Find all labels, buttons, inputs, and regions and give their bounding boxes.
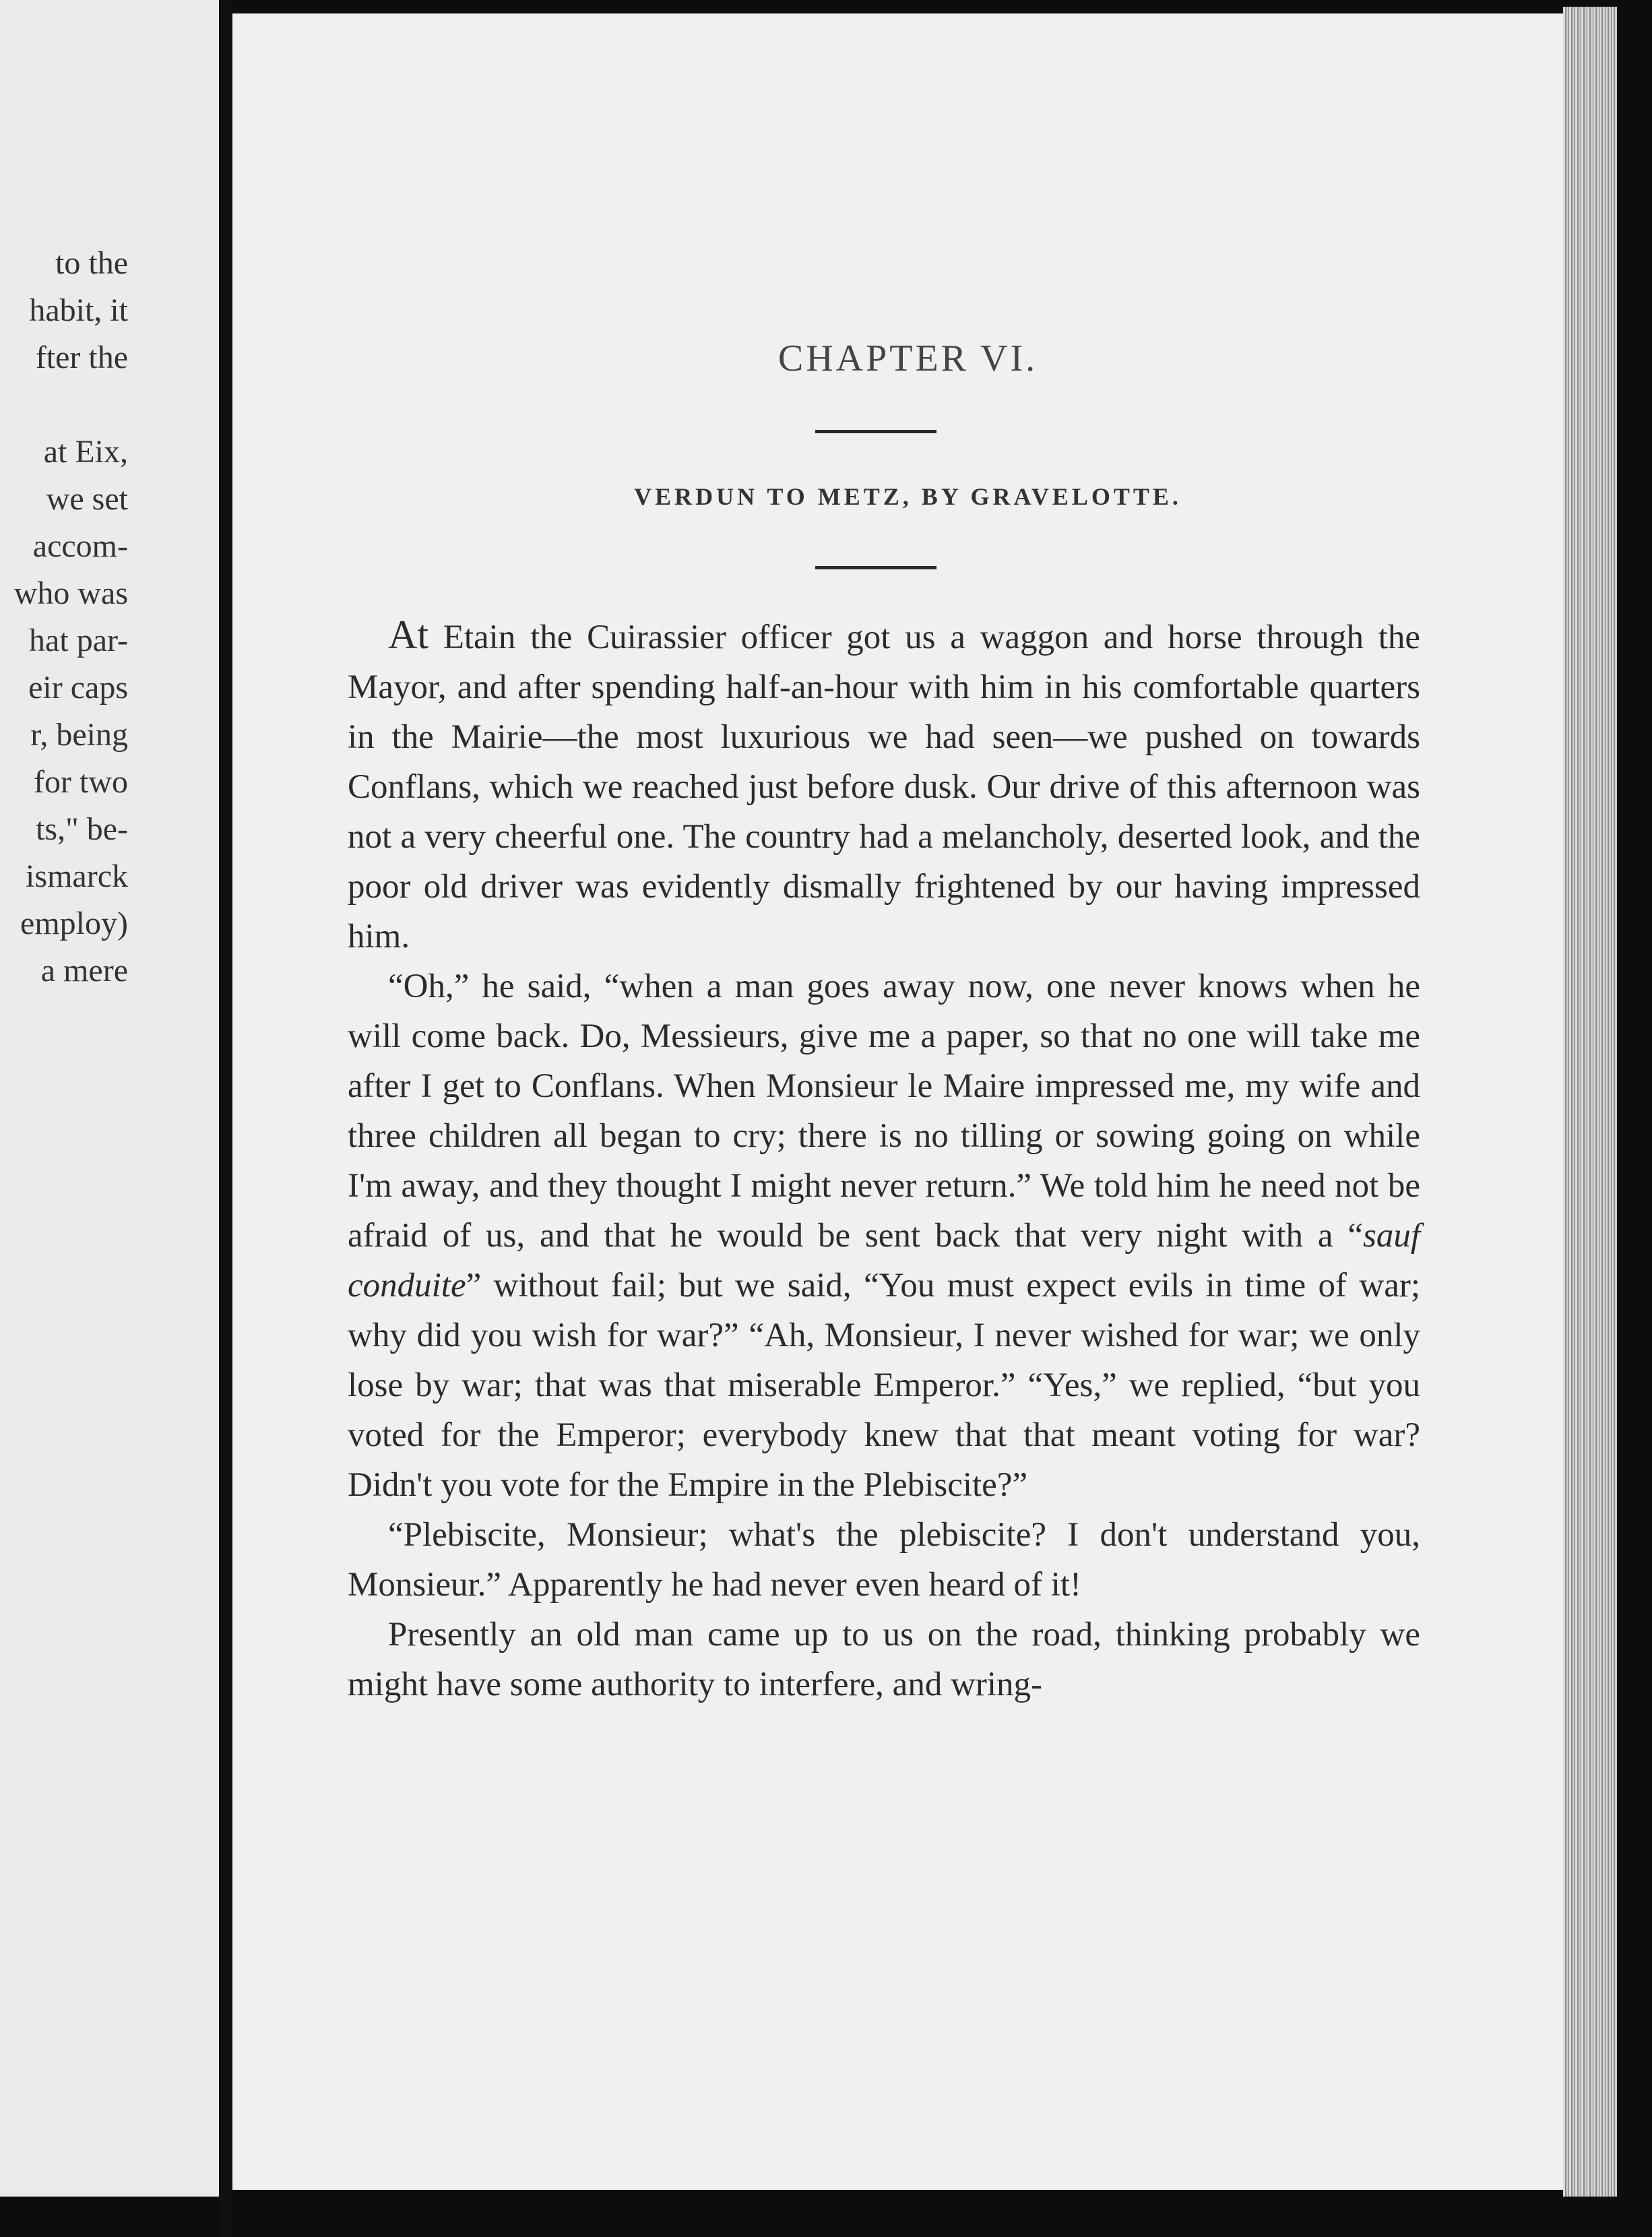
left-page-line: fter the [35,340,128,375]
chapter-subtitle: VERDUN TO METZ, BY GRAVELOTTE. [634,483,1182,510]
book-gutter [219,0,232,2237]
body-text [348,610,1420,1709]
title-rule [815,430,936,433]
paragraph: Presently an old man came up to us on the road, thinking probably we might have some authority to interfere, and wring- [348,1616,1420,1703]
italic-phrase: sauf conduite [348,1217,1420,1304]
left-page-line: for two [34,764,128,800]
left-page-line: habit, it [29,292,128,328]
left-page-line: accom- [32,528,128,564]
paragraph: “Plebiscite, Monsieur; what's the plebiscite? I don't understand you, Monsieur.” Apparently he had never even heard of it! [348,1516,1420,1604]
page-edges [1563,7,1617,2197]
left-page-line: hat par- [29,623,128,658]
subtitle-rule [815,566,936,569]
left-page-line: at Eix, [43,434,128,470]
left-page-line: r, being [30,717,128,753]
paragraph-text: “Oh,” he said, “when a man goes away now, one never knows when he will come back. Do, Messieurs, give me a paper, so that no one will take me after I get to Conflans. When Monsieur le Maire impressed me, my wife and three children all began to cry; there is no tilling or sowing going on while I'm away, and they thought I might never return.” We told him he need not be afraid of us, and that he would be sent back that very night with a “ [348,968,1420,1255]
paragraph [348,962,1420,1510]
left-page-line: eir caps [28,670,128,705]
left-page-line: ts," be- [36,811,128,847]
left-page-text [14,240,128,995]
left-page-line: to the [55,245,128,281]
small-caps-lead: At [388,612,428,657]
paragraph-text: Etain the Cuirassier officer got us a waggon and horse through the Mayor, and after spending half-an-hour with him in his comfortable quarters in the Mairie—the most luxurious we had seen—we pushed on towards Conflans, which we reached just before dusk. Our drive of this afternoon was not a very cheerful one. The country had a melancholy, deserted look, and the poor old driver was evidently dismally frightened by our having impressed him. [348,619,1420,955]
left-page-line: ismarck [26,858,128,894]
chapter-title: CHAPTER VI. [777,338,1038,379]
left-page-line [14,381,128,429]
paragraph-text: ” without fail; but we said, “You must expect evils in time of war; why did you wish for war?” “Ah, Monsieur, I never wished for war; we only lose by war; that was that miserable Emperor.” “Yes,” we replied, “but you voted for the Emperor; everybody knew that that meant voting for war? Didn't you vote for the Empire in the Plebiscite?” [348,1267,1420,1504]
left-page-line: a mere [40,953,128,988]
left-page-line: who was [13,575,128,611]
left-page-line: employ) [20,906,128,941]
left-page-line: we set [46,481,128,517]
paragraph [348,610,1420,962]
